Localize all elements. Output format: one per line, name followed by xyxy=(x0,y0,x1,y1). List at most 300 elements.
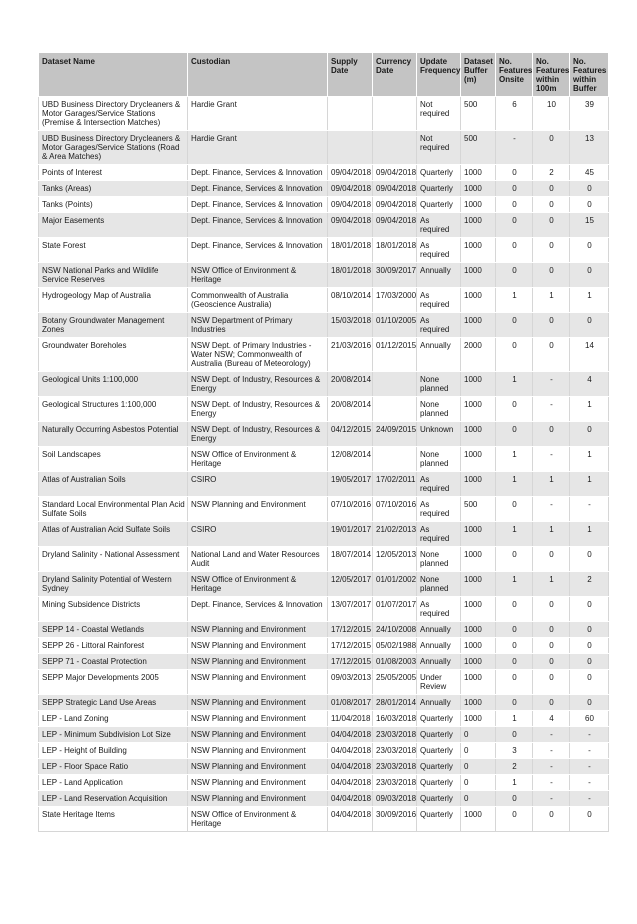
cell-dataset-buffer: 0 xyxy=(461,743,496,759)
cell-dataset-buffer: 1000 xyxy=(461,447,496,472)
cell-update-frequency: Annually xyxy=(417,622,461,638)
cell-supply-date: 04/12/2015 xyxy=(328,422,373,447)
cell-features-within-100m: 0 xyxy=(533,181,570,197)
cell-features-within-buffer: 1 xyxy=(570,472,609,497)
cell-supply-date: 12/05/2017 xyxy=(328,572,373,597)
cell-features-within-buffer: - xyxy=(570,743,609,759)
cell-features-within-buffer: 0 xyxy=(570,695,609,711)
cell-features-within-100m: 0 xyxy=(533,622,570,638)
cell-features-onsite: 0 xyxy=(496,181,533,197)
cell-features-onsite: 1 xyxy=(496,522,533,547)
table-row xyxy=(39,397,609,422)
cell-features-within-100m: 0 xyxy=(533,670,570,695)
table-body xyxy=(39,97,609,832)
cell-currency-date: 12/05/2013 xyxy=(373,547,417,572)
cell-update-frequency: Not required xyxy=(417,131,461,165)
cell-features-onsite: 3 xyxy=(496,743,533,759)
cell-currency-date xyxy=(373,372,417,397)
cell-features-within-buffer: 1 xyxy=(570,397,609,422)
cell-supply-date: 15/03/2018 xyxy=(328,313,373,338)
cell-dataset-buffer: 1000 xyxy=(461,165,496,181)
table-row xyxy=(39,522,609,547)
cell-dataset-name: SEPP 14 - Coastal Wetlands xyxy=(39,622,188,638)
cell-supply-date: 12/08/2014 xyxy=(328,447,373,472)
table-row xyxy=(39,181,609,197)
cell-update-frequency: As required xyxy=(417,472,461,497)
cell-features-within-buffer: 39 xyxy=(570,97,609,131)
cell-features-within-100m: - xyxy=(533,775,570,791)
cell-custodian: NSW Planning and Environment xyxy=(188,791,328,807)
cell-features-within-buffer: 0 xyxy=(570,547,609,572)
cell-features-within-buffer: 2 xyxy=(570,572,609,597)
cell-dataset-buffer: 1000 xyxy=(461,472,496,497)
cell-dataset-buffer: 1000 xyxy=(461,807,496,832)
table-row xyxy=(39,213,609,238)
cell-custodian: Dept. Finance, Services & Innovation xyxy=(188,213,328,238)
cell-custodian: NSW Planning and Environment xyxy=(188,622,328,638)
cell-features-within-100m: - xyxy=(533,372,570,397)
cell-custodian: NSW Planning and Environment xyxy=(188,711,328,727)
cell-currency-date: 30/09/2017 xyxy=(373,263,417,288)
cell-features-within-100m: 0 xyxy=(533,197,570,213)
table-row xyxy=(39,288,609,313)
cell-dataset-name: Points of Interest xyxy=(39,165,188,181)
cell-currency-date: 24/09/2015 xyxy=(373,422,417,447)
cell-supply-date: 01/08/2017 xyxy=(328,695,373,711)
cell-currency-date: 24/10/2008 xyxy=(373,622,417,638)
cell-features-within-buffer: 0 xyxy=(570,422,609,447)
cell-features-within-100m: 1 xyxy=(533,572,570,597)
cell-supply-date: 09/03/2013 xyxy=(328,670,373,695)
cell-update-frequency: None planned xyxy=(417,397,461,422)
cell-update-frequency: Annually xyxy=(417,654,461,670)
cell-currency-date: 17/03/2000 xyxy=(373,288,417,313)
cell-update-frequency: Unknown xyxy=(417,422,461,447)
cell-dataset-buffer: 1000 xyxy=(461,313,496,338)
table-row xyxy=(39,807,609,832)
cell-custodian: NSW Office of Environment & Heritage xyxy=(188,447,328,472)
cell-features-onsite: 1 xyxy=(496,288,533,313)
cell-currency-date: 05/02/1988 xyxy=(373,638,417,654)
table-row xyxy=(39,743,609,759)
cell-currency-date: 09/04/2018 xyxy=(373,213,417,238)
table-row xyxy=(39,670,609,695)
cell-supply-date: 13/07/2017 xyxy=(328,597,373,622)
cell-features-within-100m: 0 xyxy=(533,597,570,622)
cell-features-within-buffer: 0 xyxy=(570,181,609,197)
cell-currency-date: 07/10/2016 xyxy=(373,497,417,522)
cell-currency-date: 23/03/2018 xyxy=(373,759,417,775)
cell-custodian: Dept. Finance, Services & Innovation xyxy=(188,597,328,622)
cell-features-within-100m: 1 xyxy=(533,472,570,497)
cell-supply-date xyxy=(328,131,373,165)
cell-update-frequency: Quarterly xyxy=(417,181,461,197)
table-row xyxy=(39,497,609,522)
cell-currency-date: 01/07/2017 xyxy=(373,597,417,622)
cell-supply-date: 07/10/2016 xyxy=(328,497,373,522)
table-row xyxy=(39,759,609,775)
cell-dataset-name: UBD Business Directory Drycleaners & Motor Garages/Service Stations (Road & Area Matches) xyxy=(39,131,188,165)
table-row xyxy=(39,622,609,638)
cell-currency-date: 09/03/2018 xyxy=(373,791,417,807)
cell-dataset-buffer: 1000 xyxy=(461,181,496,197)
cell-supply-date: 19/01/2017 xyxy=(328,522,373,547)
cell-features-within-buffer: 60 xyxy=(570,711,609,727)
cell-features-within-buffer: - xyxy=(570,497,609,522)
cell-custodian: NSW Planning and Environment xyxy=(188,670,328,695)
cell-currency-date xyxy=(373,447,417,472)
cell-dataset-name: Standard Local Environmental Plan Acid Sulfate Soils xyxy=(39,497,188,522)
cell-dataset-name: Tanks (Areas) xyxy=(39,181,188,197)
cell-supply-date: 09/04/2018 xyxy=(328,165,373,181)
cell-update-frequency: As required xyxy=(417,522,461,547)
cell-update-frequency: Annually xyxy=(417,338,461,372)
table-row xyxy=(39,472,609,497)
cell-features-within-buffer: 0 xyxy=(570,622,609,638)
table-row xyxy=(39,131,609,165)
cell-features-onsite: 0 xyxy=(496,338,533,372)
cell-features-onsite: 0 xyxy=(496,670,533,695)
cell-features-onsite: 1 xyxy=(496,472,533,497)
cell-dataset-name: Major Easements xyxy=(39,213,188,238)
cell-features-within-100m: - xyxy=(533,791,570,807)
cell-features-onsite: 0 xyxy=(496,422,533,447)
cell-features-onsite: 1 xyxy=(496,711,533,727)
cell-features-within-buffer: 0 xyxy=(570,654,609,670)
cell-currency-date: 01/12/2015 xyxy=(373,338,417,372)
cell-currency-date: 09/04/2018 xyxy=(373,197,417,213)
cell-dataset-name: NSW National Parks and Wildlife Service Reserves xyxy=(39,263,188,288)
cell-features-within-100m: 0 xyxy=(533,654,570,670)
cell-dataset-name: State Heritage Items xyxy=(39,807,188,832)
cell-dataset-buffer: 1000 xyxy=(461,597,496,622)
cell-supply-date: 04/04/2018 xyxy=(328,727,373,743)
cell-update-frequency: As required xyxy=(417,288,461,313)
table-row xyxy=(39,422,609,447)
header-currency-date: Currency Date xyxy=(373,53,417,97)
cell-dataset-name: Tanks (Points) xyxy=(39,197,188,213)
cell-features-onsite: 0 xyxy=(496,213,533,238)
header-update-frequency: Update Frequency xyxy=(417,53,461,97)
cell-features-within-100m: 1 xyxy=(533,522,570,547)
cell-features-within-100m: 0 xyxy=(533,313,570,338)
cell-supply-date: 18/01/2018 xyxy=(328,238,373,263)
cell-supply-date: 20/08/2014 xyxy=(328,397,373,422)
cell-features-within-buffer: 0 xyxy=(570,263,609,288)
cell-dataset-buffer: 500 xyxy=(461,497,496,522)
cell-features-within-buffer: 0 xyxy=(570,807,609,832)
cell-update-frequency: Quarterly xyxy=(417,807,461,832)
cell-custodian: CSIRO xyxy=(188,522,328,547)
cell-features-within-buffer: - xyxy=(570,791,609,807)
header-dataset-name: Dataset Name xyxy=(39,53,188,97)
cell-features-within-buffer: - xyxy=(570,775,609,791)
cell-custodian: NSW Planning and Environment xyxy=(188,497,328,522)
table-row xyxy=(39,547,609,572)
cell-dataset-name: SEPP Strategic Land Use Areas xyxy=(39,695,188,711)
cell-update-frequency: Not required xyxy=(417,97,461,131)
cell-features-within-100m: 0 xyxy=(533,238,570,263)
cell-currency-date xyxy=(373,397,417,422)
cell-currency-date: 01/01/2002 xyxy=(373,572,417,597)
cell-supply-date: 04/04/2018 xyxy=(328,791,373,807)
cell-currency-date xyxy=(373,97,417,131)
cell-custodian: NSW Office of Environment & Heritage xyxy=(188,807,328,832)
cell-update-frequency: Annually xyxy=(417,638,461,654)
cell-dataset-buffer: 1000 xyxy=(461,288,496,313)
cell-features-onsite: 0 xyxy=(496,165,533,181)
cell-currency-date: 23/03/2018 xyxy=(373,727,417,743)
cell-supply-date: 17/12/2015 xyxy=(328,622,373,638)
cell-features-within-100m: 0 xyxy=(533,695,570,711)
cell-dataset-name: LEP - Minimum Subdivision Lot Size xyxy=(39,727,188,743)
table-row xyxy=(39,727,609,743)
cell-currency-date xyxy=(373,131,417,165)
header-dataset-buffer: Dataset Buffer (m) xyxy=(461,53,496,97)
cell-dataset-name: LEP - Land Reservation Acquisition xyxy=(39,791,188,807)
cell-features-onsite: 6 xyxy=(496,97,533,131)
cell-update-frequency: Annually xyxy=(417,695,461,711)
table-row xyxy=(39,238,609,263)
cell-features-within-buffer: 13 xyxy=(570,131,609,165)
cell-dataset-buffer: 1000 xyxy=(461,654,496,670)
cell-features-onsite: 0 xyxy=(496,807,533,832)
cell-currency-date: 17/02/2011 xyxy=(373,472,417,497)
cell-features-onsite: 0 xyxy=(496,727,533,743)
cell-dataset-name: SEPP Major Developments 2005 xyxy=(39,670,188,695)
table-row xyxy=(39,313,609,338)
cell-supply-date: 09/04/2018 xyxy=(328,197,373,213)
cell-dataset-name: Hydrogeology Map of Australia xyxy=(39,288,188,313)
cell-custodian: NSW Dept. of Industry, Resources & Energy xyxy=(188,422,328,447)
cell-features-within-100m: 0 xyxy=(533,547,570,572)
cell-features-within-100m: 0 xyxy=(533,213,570,238)
cell-supply-date xyxy=(328,97,373,131)
cell-features-within-buffer: 45 xyxy=(570,165,609,181)
cell-custodian: Dept. Finance, Services & Innovation xyxy=(188,238,328,263)
cell-features-onsite: 0 xyxy=(496,597,533,622)
header-features-within-100m: No. Features within 100m xyxy=(533,53,570,97)
cell-dataset-buffer: 1000 xyxy=(461,622,496,638)
table-header-row xyxy=(39,53,609,97)
cell-features-within-100m: 0 xyxy=(533,263,570,288)
cell-supply-date: 19/05/2017 xyxy=(328,472,373,497)
cell-currency-date: 09/04/2018 xyxy=(373,165,417,181)
cell-features-within-100m: 0 xyxy=(533,807,570,832)
cell-dataset-buffer: 0 xyxy=(461,727,496,743)
cell-supply-date: 18/07/2014 xyxy=(328,547,373,572)
cell-update-frequency: Quarterly xyxy=(417,197,461,213)
cell-features-within-buffer: 0 xyxy=(570,670,609,695)
cell-features-within-buffer: 1 xyxy=(570,288,609,313)
cell-update-frequency: Annually xyxy=(417,263,461,288)
cell-features-within-buffer: 0 xyxy=(570,313,609,338)
cell-features-within-100m: 2 xyxy=(533,165,570,181)
cell-supply-date: 04/04/2018 xyxy=(328,807,373,832)
cell-dataset-name: UBD Business Directory Drycleaners & Motor Garages/Service Stations (Premise & Intersection Matches) xyxy=(39,97,188,131)
cell-dataset-name: Dryland Salinity Potential of Western Sydney xyxy=(39,572,188,597)
cell-custodian: NSW Office of Environment & Heritage xyxy=(188,572,328,597)
cell-update-frequency: None planned xyxy=(417,547,461,572)
cell-custodian: NSW Office of Environment & Heritage xyxy=(188,263,328,288)
header-features-within-buffer: No. Features within Buffer xyxy=(570,53,609,97)
table-row xyxy=(39,197,609,213)
cell-dataset-name: Geological Structures 1:100,000 xyxy=(39,397,188,422)
table-row xyxy=(39,263,609,288)
cell-supply-date: 17/12/2015 xyxy=(328,654,373,670)
cell-update-frequency: Quarterly xyxy=(417,165,461,181)
cell-features-within-buffer: 0 xyxy=(570,197,609,213)
cell-custodian: NSW Planning and Environment xyxy=(188,775,328,791)
cell-dataset-buffer: 1000 xyxy=(461,711,496,727)
cell-features-within-buffer: 1 xyxy=(570,522,609,547)
table-row xyxy=(39,654,609,670)
cell-features-within-100m: - xyxy=(533,743,570,759)
cell-dataset-name: Atlas of Australian Soils xyxy=(39,472,188,497)
cell-features-within-buffer: 15 xyxy=(570,213,609,238)
cell-dataset-buffer: 0 xyxy=(461,759,496,775)
cell-custodian: National Land and Water Resources Audit xyxy=(188,547,328,572)
cell-dataset-name: LEP - Floor Space Ratio xyxy=(39,759,188,775)
cell-dataset-buffer: 1000 xyxy=(461,522,496,547)
cell-supply-date: 20/08/2014 xyxy=(328,372,373,397)
cell-custodian: NSW Planning and Environment xyxy=(188,695,328,711)
cell-features-within-buffer: 1 xyxy=(570,447,609,472)
table-row xyxy=(39,372,609,397)
cell-custodian: NSW Planning and Environment xyxy=(188,638,328,654)
cell-features-onsite: 1 xyxy=(496,447,533,472)
cell-currency-date: 30/09/2016 xyxy=(373,807,417,832)
cell-update-frequency: As required xyxy=(417,597,461,622)
table-row xyxy=(39,695,609,711)
cell-custodian: Hardie Grant xyxy=(188,131,328,165)
cell-update-frequency: Quarterly xyxy=(417,743,461,759)
cell-features-within-100m: - xyxy=(533,397,570,422)
cell-dataset-buffer: 2000 xyxy=(461,338,496,372)
cell-currency-date: 28/01/2014 xyxy=(373,695,417,711)
cell-update-frequency: None planned xyxy=(417,572,461,597)
cell-custodian: Dept. Finance, Services & Innovation xyxy=(188,165,328,181)
cell-dataset-name: SEPP 71 - Coastal Protection xyxy=(39,654,188,670)
cell-supply-date: 04/04/2018 xyxy=(328,743,373,759)
table-row xyxy=(39,447,609,472)
cell-dataset-buffer: 1000 xyxy=(461,638,496,654)
cell-dataset-name: State Forest xyxy=(39,238,188,263)
cell-features-within-100m: 0 xyxy=(533,422,570,447)
cell-supply-date: 18/01/2018 xyxy=(328,263,373,288)
cell-dataset-buffer: 1000 xyxy=(461,547,496,572)
cell-features-onsite: 0 xyxy=(496,397,533,422)
cell-dataset-buffer: 0 xyxy=(461,791,496,807)
cell-features-within-100m: - xyxy=(533,447,570,472)
cell-features-within-100m: 1 xyxy=(533,288,570,313)
cell-custodian: NSW Dept. of Industry, Resources & Energy xyxy=(188,397,328,422)
cell-currency-date: 25/05/2005 xyxy=(373,670,417,695)
cell-custodian: Commonwealth of Australia (Geoscience Australia) xyxy=(188,288,328,313)
cell-features-onsite: 1 xyxy=(496,572,533,597)
cell-dataset-buffer: 500 xyxy=(461,131,496,165)
cell-features-onsite: 1 xyxy=(496,372,533,397)
cell-dataset-name: Botany Groundwater Management Zones xyxy=(39,313,188,338)
cell-dataset-buffer: 1000 xyxy=(461,372,496,397)
cell-features-within-buffer: - xyxy=(570,727,609,743)
cell-currency-date: 23/03/2018 xyxy=(373,775,417,791)
cell-dataset-name: SEPP 26 - Littoral Rainforest xyxy=(39,638,188,654)
cell-update-frequency: As required xyxy=(417,313,461,338)
dataset-table-page xyxy=(38,52,608,832)
table-row xyxy=(39,572,609,597)
cell-features-onsite: 0 xyxy=(496,238,533,263)
cell-features-within-100m: - xyxy=(533,497,570,522)
cell-dataset-name: LEP - Land Application xyxy=(39,775,188,791)
table-row xyxy=(39,338,609,372)
cell-dataset-buffer: 1000 xyxy=(461,572,496,597)
cell-features-within-100m: - xyxy=(533,727,570,743)
cell-dataset-name: Dryland Salinity - National Assessment xyxy=(39,547,188,572)
cell-features-onsite: - xyxy=(496,131,533,165)
cell-custodian: NSW Planning and Environment xyxy=(188,654,328,670)
cell-features-onsite: 0 xyxy=(496,695,533,711)
cell-dataset-buffer: 1000 xyxy=(461,197,496,213)
cell-features-onsite: 0 xyxy=(496,654,533,670)
cell-features-onsite: 1 xyxy=(496,775,533,791)
cell-features-within-buffer: - xyxy=(570,759,609,775)
cell-dataset-buffer: 1000 xyxy=(461,670,496,695)
table-row xyxy=(39,165,609,181)
cell-features-within-buffer: 0 xyxy=(570,638,609,654)
cell-currency-date: 16/03/2018 xyxy=(373,711,417,727)
cell-dataset-buffer: 500 xyxy=(461,97,496,131)
cell-dataset-buffer: 0 xyxy=(461,775,496,791)
cell-dataset-name: Naturally Occurring Asbestos Potential xyxy=(39,422,188,447)
cell-features-onsite: 0 xyxy=(496,497,533,522)
cell-features-within-buffer: 14 xyxy=(570,338,609,372)
cell-features-onsite: 0 xyxy=(496,791,533,807)
cell-dataset-name: Geological Units 1:100,000 xyxy=(39,372,188,397)
header-custodian: Custodian xyxy=(188,53,328,97)
cell-update-frequency: Under Review xyxy=(417,670,461,695)
cell-dataset-buffer: 1000 xyxy=(461,238,496,263)
cell-custodian: Hardie Grant xyxy=(188,97,328,131)
cell-currency-date: 01/08/2003 xyxy=(373,654,417,670)
cell-dataset-name: Atlas of Australian Acid Sulfate Soils xyxy=(39,522,188,547)
table-row xyxy=(39,791,609,807)
cell-currency-date: 23/03/2018 xyxy=(373,743,417,759)
cell-features-within-100m: 0 xyxy=(533,131,570,165)
cell-features-onsite: 0 xyxy=(496,263,533,288)
cell-supply-date: 04/04/2018 xyxy=(328,775,373,791)
table-row xyxy=(39,97,609,131)
cell-currency-date: 01/10/2005 xyxy=(373,313,417,338)
cell-custodian: NSW Planning and Environment xyxy=(188,759,328,775)
cell-features-within-100m: 0 xyxy=(533,638,570,654)
table-row xyxy=(39,638,609,654)
cell-supply-date: 08/10/2014 xyxy=(328,288,373,313)
cell-dataset-buffer: 1000 xyxy=(461,397,496,422)
cell-dataset-buffer: 1000 xyxy=(461,695,496,711)
cell-update-frequency: As required xyxy=(417,213,461,238)
cell-supply-date: 04/04/2018 xyxy=(328,759,373,775)
table-row xyxy=(39,775,609,791)
cell-dataset-name: LEP - Height of Building xyxy=(39,743,188,759)
cell-supply-date: 09/04/2018 xyxy=(328,213,373,238)
cell-features-onsite: 0 xyxy=(496,197,533,213)
cell-update-frequency: Quarterly xyxy=(417,711,461,727)
cell-features-onsite: 2 xyxy=(496,759,533,775)
cell-dataset-buffer: 1000 xyxy=(461,263,496,288)
cell-currency-date: 21/02/2013 xyxy=(373,522,417,547)
cell-dataset-buffer: 1000 xyxy=(461,213,496,238)
